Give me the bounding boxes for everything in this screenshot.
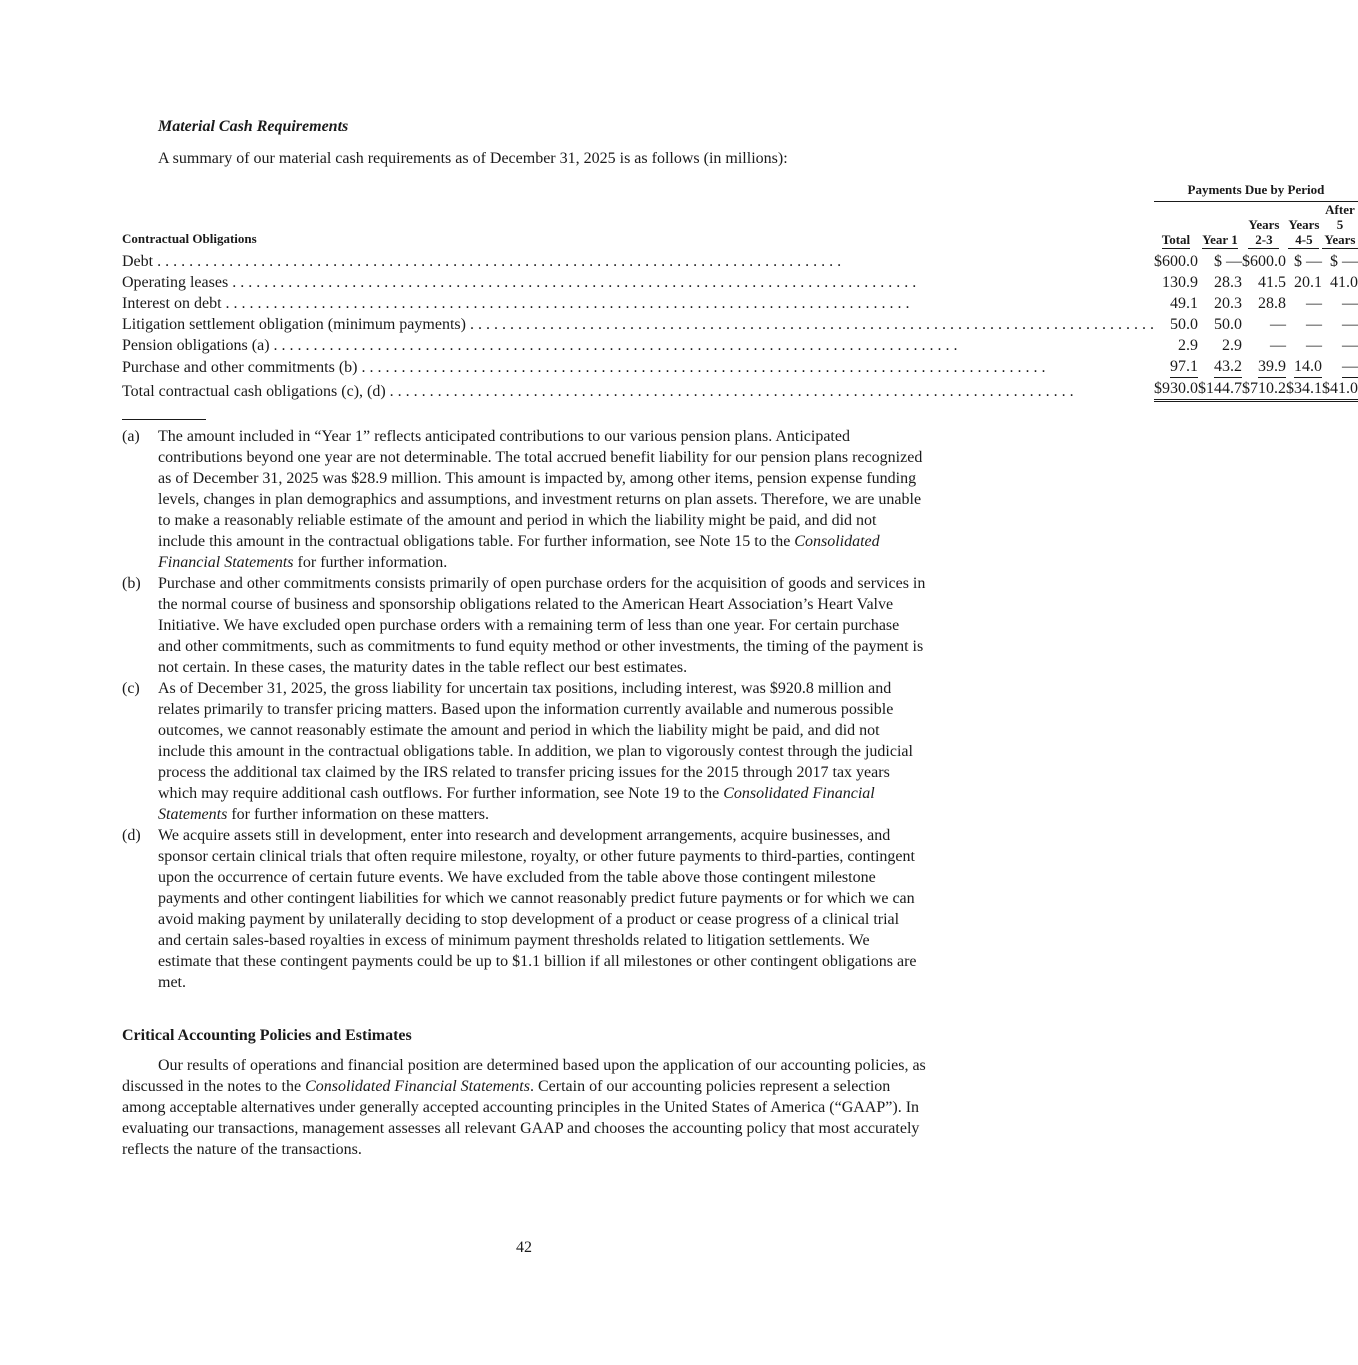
table-row — [122, 335, 1358, 356]
footnote — [122, 573, 926, 678]
intro-paragraph: A summary of our material cash requirements as of December 31, 2025 is as follows (in millions): — [158, 150, 788, 167]
footnote-marker: (d) — [122, 827, 141, 844]
contractual-obligations-table — [122, 182, 1358, 402]
table-cell: $600.0 — [1241, 253, 1286, 270]
total-row — [122, 378, 1358, 402]
table-cell: 43.2 — [1198, 356, 1242, 378]
table-cell: 41.5 — [1257, 274, 1286, 291]
row-header: Contractual Obligations — [122, 231, 257, 246]
row-label: Pension obligations (a) . . . — [122, 335, 1154, 356]
table-cell: 14.0 — [1286, 356, 1322, 378]
table-cell: — — [1341, 316, 1358, 333]
table-row — [122, 293, 1358, 314]
table-cell: — — [1305, 295, 1322, 312]
row-label: Total contractual cash obligations (c), (d) . . . — [122, 378, 1154, 402]
row-label: Operating leases . . . — [122, 272, 1154, 293]
footnote-text: The amount included in “Year 1” reflects anticipated contributions to our various pension plans. Anticipated contributions beyond one year are not determinable. The total accrued benefit liability for our pension plans recognized as of December 31, 2025 was $28.9 million. This amount is impacted by, among other items, pension expense funding levels, changes in plan demographics and assumptions, and investment returns on plan assets. Therefore, we are unable to make a reasonably reliable estimate of the amount and period in which the liability might be paid, and did not include this amount in the contractual obligations table. For further information, see Note 15 to the Consolidated Financial Statements for further information. — [158, 428, 923, 571]
table-cell: — — [1322, 356, 1358, 378]
column-header: Total — [1161, 232, 1191, 247]
footnote — [122, 825, 926, 993]
page-content — [122, 110, 1358, 1160]
table-cell: 39.9 — [1242, 356, 1286, 378]
table-cell: 2.9 — [1177, 337, 1198, 354]
table-cell: $144.7 — [1198, 378, 1242, 402]
table-row — [122, 251, 1358, 272]
table-cell: 97.1 — [1154, 356, 1198, 378]
payments-due-header: Payments Due by Period — [1154, 182, 1358, 202]
table-cell: — — [1341, 337, 1358, 354]
column-header: Year 1 — [1202, 232, 1238, 247]
footnotes — [122, 426, 926, 993]
section-title: Material Cash Requirements — [158, 118, 349, 135]
page-number: 42 — [516, 1239, 532, 1256]
table-cell: $34.1 — [1286, 378, 1322, 402]
row-label: Interest on debt . . . — [122, 293, 1154, 314]
table-cell: $710.2 — [1242, 378, 1286, 402]
row-label: Debt . . . — [122, 251, 1154, 272]
table-cell: 2.9 — [1221, 337, 1242, 354]
table-cell: $ — — [1329, 253, 1358, 270]
footnote-text: We acquire assets still in development, enter into research and development arrangements, acquire businesses, and sponsor certain clinical trials that often require milestone, royalty, or other future payments to third-parties, contingent upon the occurrence of certain future events. We have excluded from the table above those contingent milestone payments and other contingent liabilities for which we cannot reasonably predict future payments or for which we can avoid making payment by unilaterally deciding to stop development of a product or cease progress of a clinical trial and certain sales-based royalties in excess of minimum payment thresholds related to litigation settlements. We estimate that these contingent payments could be up to $1.1 billion if all milestones or other contingent obligations are met. — [158, 827, 917, 991]
table-cell: $ — — [1293, 253, 1322, 270]
footnote — [122, 678, 926, 825]
column-header: Years 2-3 — [1248, 217, 1280, 247]
table-cell: 130.9 — [1161, 274, 1198, 291]
column-header: After 5 Years — [1322, 202, 1358, 252]
table-cell: 20.3 — [1213, 295, 1242, 312]
table-cell: 20.1 — [1293, 274, 1322, 291]
critical-accounting-paragraph: Our results of operations and financial position are determined based upon the application of our accounting policies, as discussed in the notes to the Consolidated Financial Statements. Certain of our accounting policies represent a selection among acceptable alternatives under generally accepted accounting principles in the United States of America (“GAAP”). In evaluating our transactions, management assesses all relevant GAAP and chooses the accounting policy that most accurately reflects the nature of the transactions. — [122, 1057, 926, 1158]
footnote — [122, 426, 926, 573]
table-cell: 28.3 — [1213, 274, 1242, 291]
table-cell: $41.0 — [1322, 378, 1358, 402]
table-cell: 50.0 — [1169, 316, 1198, 333]
table-cell: $ — — [1213, 253, 1242, 270]
footnote-text: As of December 31, 2025, the gross liability for uncertain tax positions, including interest, was $920.8 million and relates primarily to transfer pricing matters. Based upon the information currently available and numerous possible outcomes, we cannot reasonably estimate the amount and period in which the liability might be paid, and did not include this amount in the contractual obligations table. In addition, we plan to vigorously contest through the judicial process the additional tax claimed by the IRS related to transfer pricing issues for the 2015 through 2017 tax years which may require additional cash outflows. For further information, see Note 19 to the Consolidated Financial Statements for further information on these matters. — [158, 680, 913, 823]
row-label: Purchase and other commitments (b) . . . — [122, 356, 1154, 378]
table-cell: 50.0 — [1213, 316, 1242, 333]
table-row — [122, 272, 1358, 293]
column-header-row — [122, 202, 1358, 252]
table-cell: — — [1305, 337, 1322, 354]
critical-accounting-title: Critical Accounting Policies and Estimates — [122, 1027, 412, 1044]
footnote-rule — [122, 419, 206, 420]
footnote-marker: (c) — [122, 680, 140, 697]
table-cell: $930.0 — [1154, 378, 1198, 402]
table-cell: — — [1305, 316, 1322, 333]
footnote-text: Purchase and other commitments consists primarily of open purchase orders for the acquisition of goods and services in the normal course of business and sponsorship obligations related to the American Heart Association’s Heart Valve Initiative. We have excluded open purchase orders with a remaining term of less than one year. For certain purchase and other commitments, such as commitments to fund equity method or other investments, the timing of the payment is not certain. In these cases, the maturity dates in the table reflect our best estimates. — [158, 575, 926, 676]
table-cell: — — [1269, 316, 1286, 333]
column-header: Years 4-5 — [1288, 217, 1320, 247]
table-row — [122, 314, 1358, 335]
row-label: Litigation settlement obligation (minimum payments) . . . — [122, 314, 1154, 335]
table-cell: — — [1269, 337, 1286, 354]
footnote-marker: (a) — [122, 428, 140, 445]
table-row — [122, 356, 1358, 378]
table-cell: $600.0 — [1153, 253, 1198, 270]
footnote-marker: (b) — [122, 575, 141, 592]
table-cell: 28.8 — [1257, 295, 1286, 312]
table-cell: — — [1341, 295, 1358, 312]
table-cell: 49.1 — [1169, 295, 1198, 312]
table-cell: 41.0 — [1329, 274, 1358, 291]
